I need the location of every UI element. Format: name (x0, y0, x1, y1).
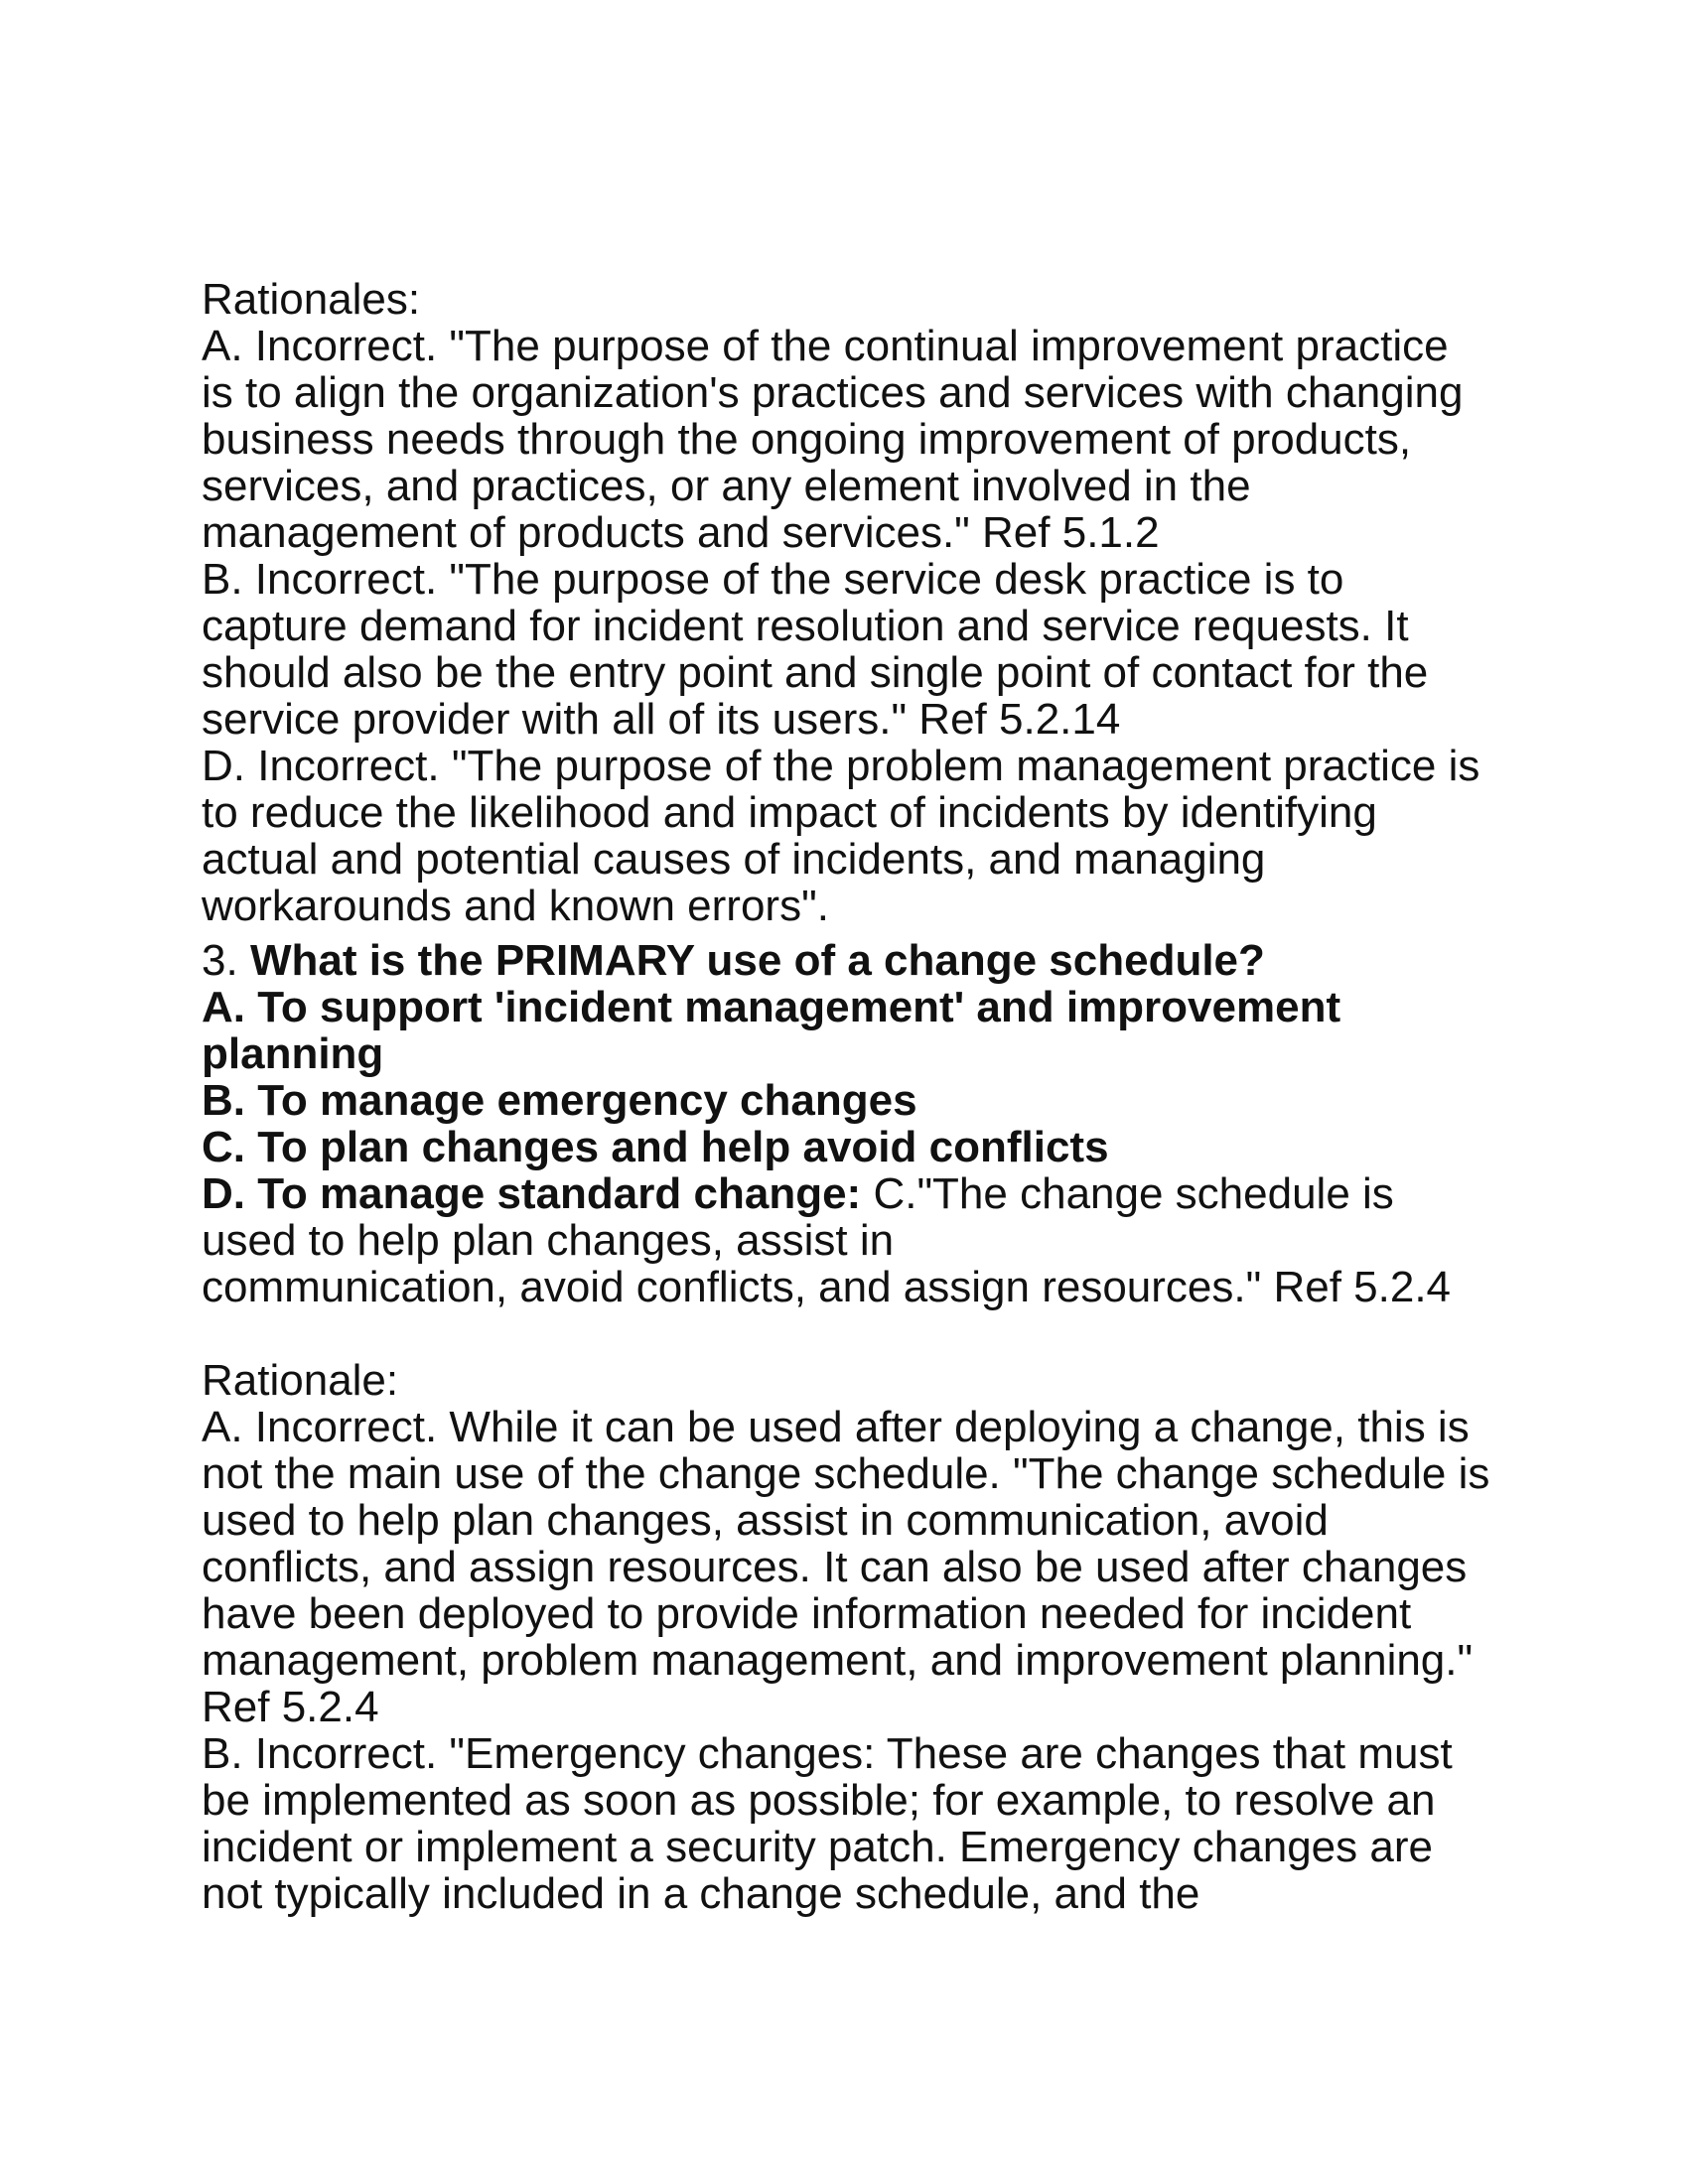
question-block (202, 937, 1492, 1310)
rationale-line: used to help plan changes, assist in communication, avoid (202, 1496, 1329, 1545)
question-option: C. To plan changes and help avoid conflicts (202, 1123, 1109, 1171)
rationale-line: actual and potential causes of incidents, and managing (202, 835, 1266, 884)
question-option-d: D. To manage standard change: (202, 1169, 862, 1218)
rationale-line: have been deployed to provide information needed for incident (202, 1589, 1412, 1638)
rationale-line: D. Incorrect. "The purpose of the problem management practice is (202, 742, 1480, 790)
page-content (202, 276, 1492, 1917)
question-line (202, 937, 1492, 984)
rationale-line: not the main use of the change schedule. "The change schedule is (202, 1449, 1490, 1498)
rationales-heading: Rationales: (202, 275, 421, 324)
rationale-line: service provider with all of its users." Ref 5.2.14 (202, 695, 1121, 744)
rationale-heading: Rationale: (202, 1356, 399, 1405)
rationale-line: A. Incorrect. While it can be used after deploying a change, this is (202, 1403, 1470, 1451)
rationale-line: workarounds and known errors". (202, 882, 829, 930)
rationale-line: to reduce the likelihood and impact of incidents by identifying (202, 788, 1377, 837)
question-text: What is the PRIMARY use of a change schedule? (249, 936, 1265, 985)
answer-line: communication, avoid conflicts, and assign resources." Ref 5.2.4 (202, 1263, 1452, 1311)
rationale-line: B. Incorrect. "The purpose of the service desk practice is to (202, 555, 1344, 604)
rationale-line: B. Incorrect. "Emergency changes: These are changes that must (202, 1729, 1453, 1778)
question-option: A. To support 'incident management' and improvement (202, 983, 1341, 1031)
rationale-line: should also be the entry point and single point of contact for the (202, 648, 1429, 697)
answer-text: C."The change schedule is (873, 1169, 1394, 1218)
question-option: B. To manage emergency changes (202, 1076, 917, 1125)
question-number: 3. (202, 936, 238, 985)
rationale-line: business needs through the ongoing improvement of products, (202, 415, 1412, 464)
rationale-line: is to align the organization's practices and services with changing (202, 368, 1464, 417)
rationale-line: management of products and services." Ref 5.1.2 (202, 508, 1160, 557)
rationale-line: A. Incorrect. "The purpose of the continual improvement practice (202, 322, 1449, 370)
rationale-line: incident or implement a security patch. Emergency changes are (202, 1823, 1433, 1871)
rationale-line: capture demand for incident resolution and service requests. It (202, 602, 1409, 650)
rationale-line: conflicts, and assign resources. It can also be used after changes (202, 1543, 1468, 1591)
rationale-line: be implemented as soon as possible; for example, to resolve an (202, 1776, 1436, 1825)
rationales-section (202, 276, 1492, 929)
rationale-line: Ref 5.2.4 (202, 1683, 379, 1731)
rationale-line: services, and practices, or any element involved in the (202, 462, 1251, 510)
rationale-section (202, 1357, 1492, 1917)
rationale-line: not typically included in a change schedule, and the (202, 1869, 1200, 1918)
answer-line: used to help plan changes, assist in (202, 1216, 895, 1265)
question-option: planning (202, 1029, 384, 1078)
question-option-d-line (202, 1170, 1492, 1217)
rationale-line: management, problem management, and improvement planning." (202, 1636, 1474, 1685)
